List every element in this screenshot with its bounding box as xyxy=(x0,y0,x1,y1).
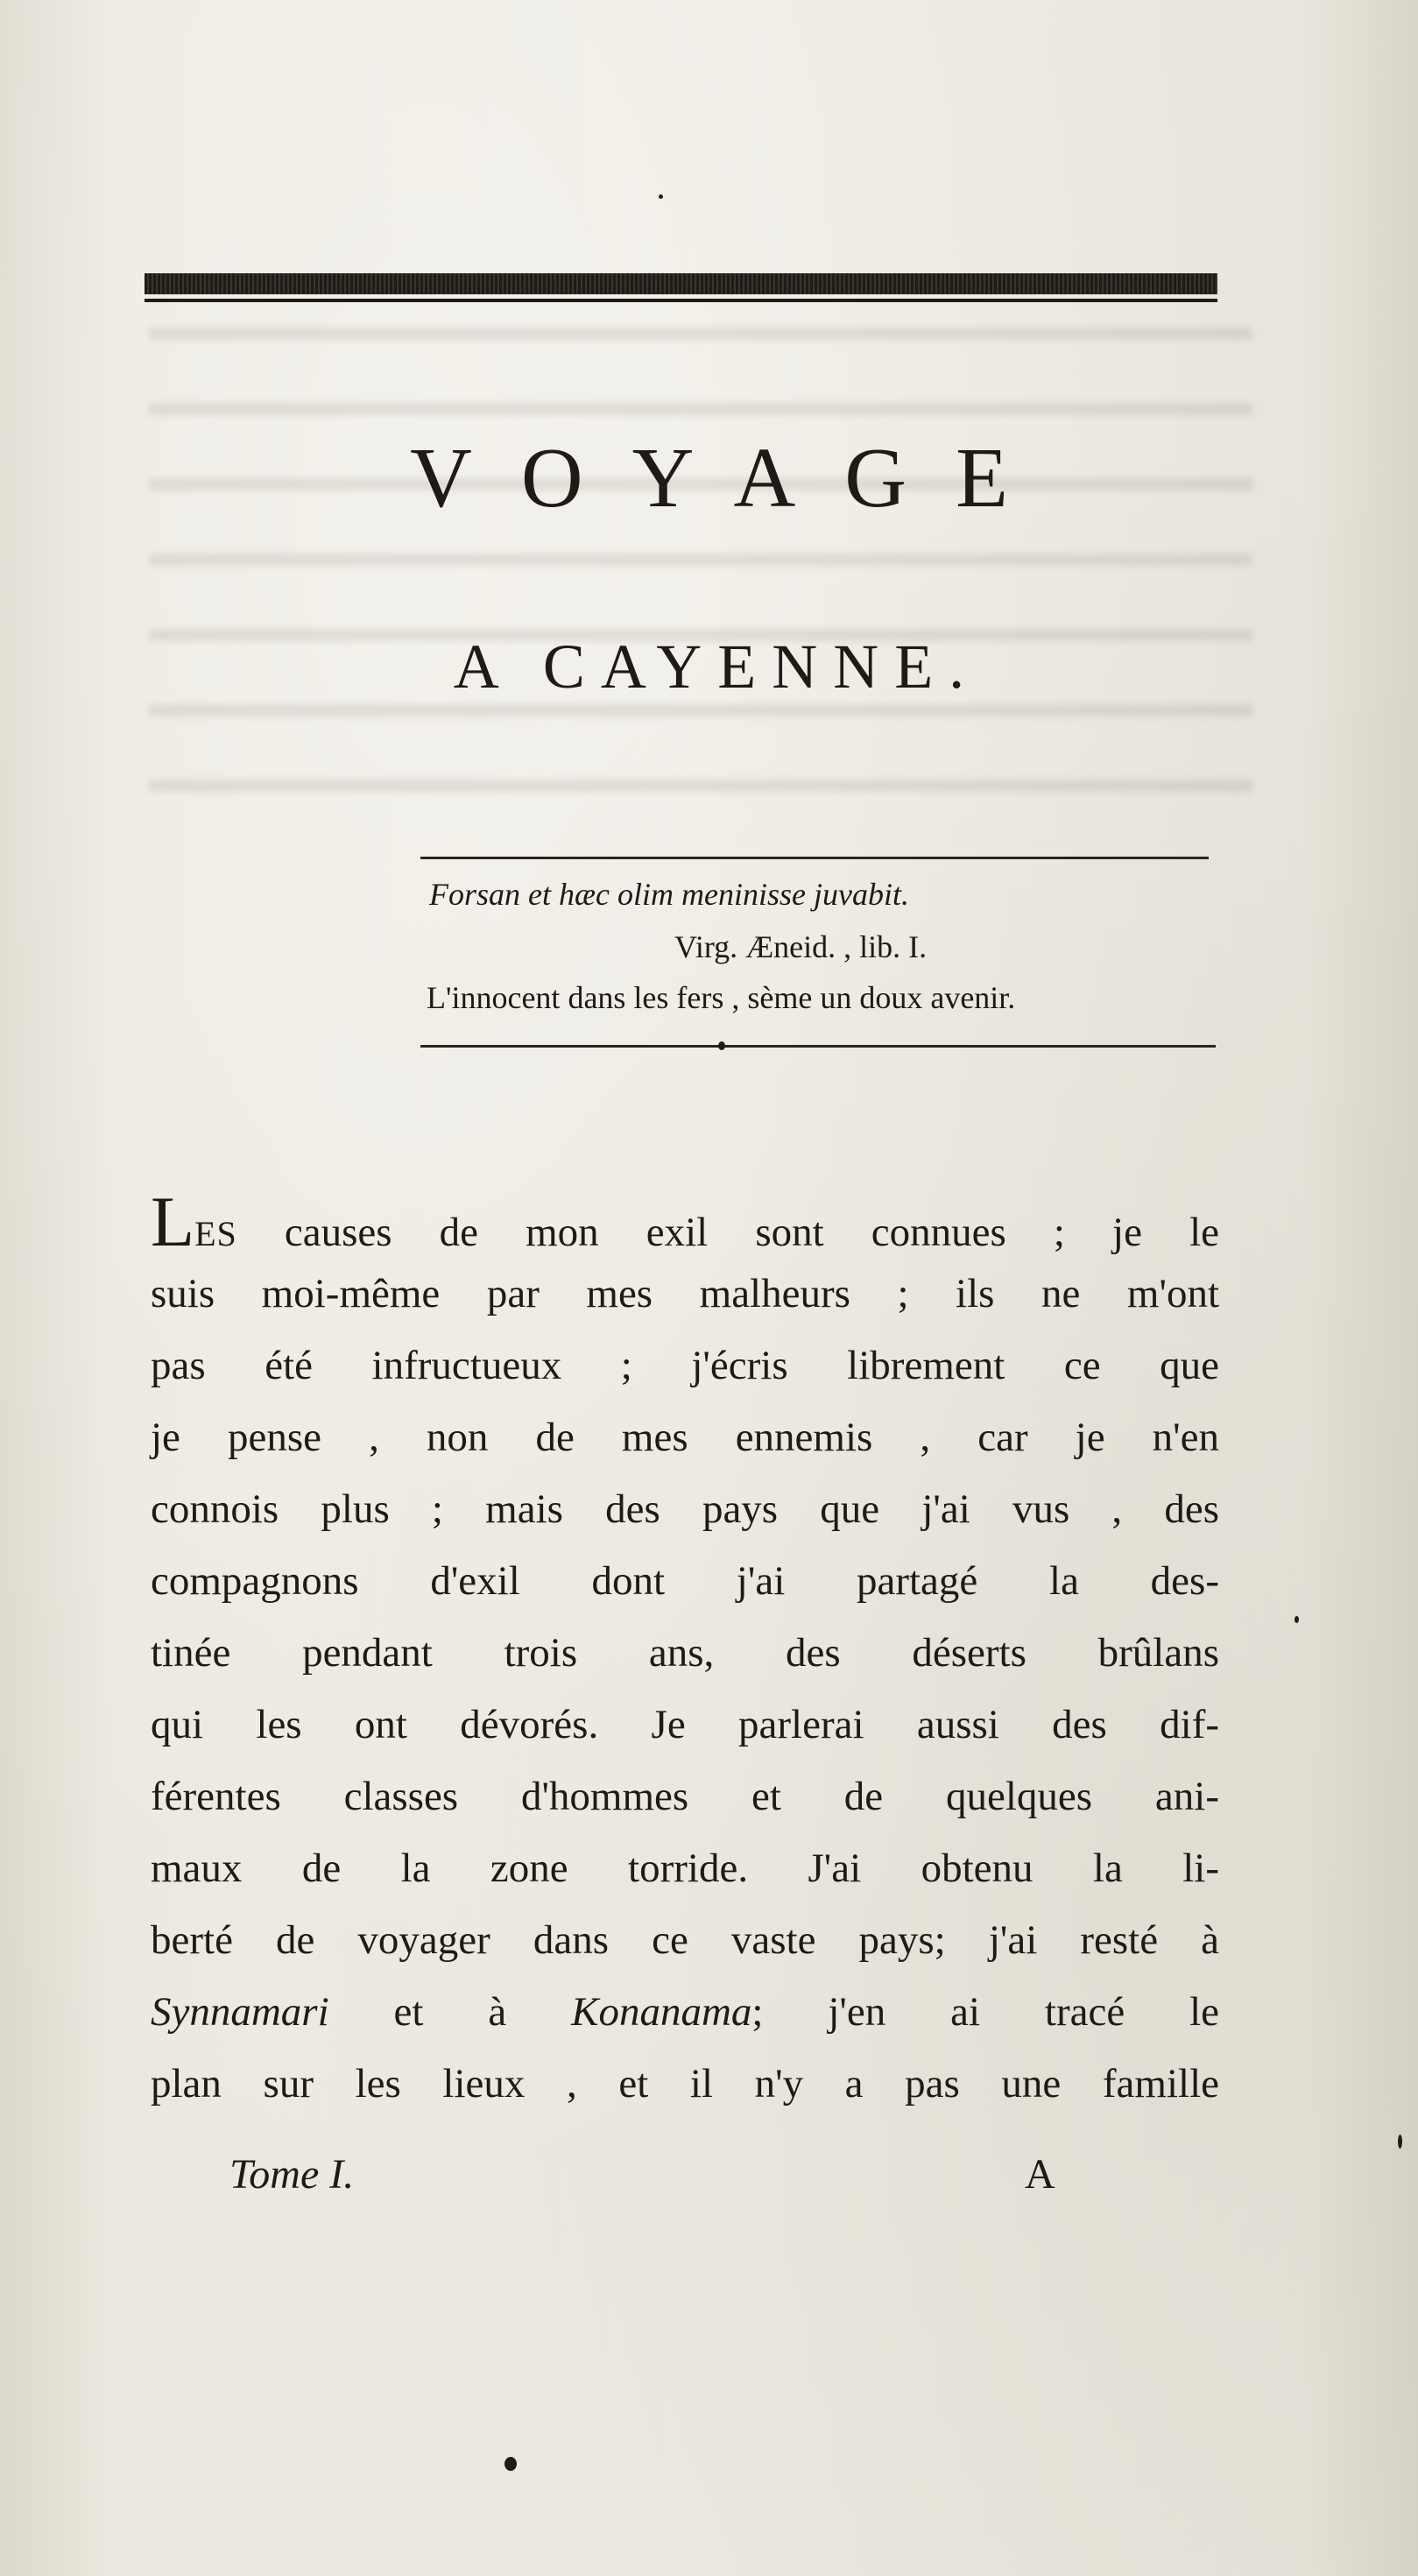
body-line: berté de voyager dans ce vaste pays; j'ai resté à xyxy=(151,1917,1219,1963)
body-line: suis moi-même par mes malheurs ; ils ne m'ont xyxy=(151,1271,1219,1316)
body-line: compagnons d'exil dont j'ai partagé la des- xyxy=(151,1558,1219,1604)
body-line-text: causes de mon exil sont connues ; je le xyxy=(236,1210,1219,1255)
epigraph-quote: Forsan et hæc olim meninisse juvabit. xyxy=(429,877,909,912)
epigraph-rule-top xyxy=(420,857,1209,859)
signature-mark: A xyxy=(1025,2151,1055,2198)
body-line xyxy=(151,1182,1219,1261)
epigraph-motto: L'innocent dans les fers , sème un doux avenir. xyxy=(427,980,1016,1015)
body-line-text: et à xyxy=(328,1989,572,2035)
bleed-through-shadow xyxy=(149,289,1252,815)
body-line-text: ; j'en ai tracé le xyxy=(751,1989,1220,2035)
body-line: je pense , non de mes ennemis , car je n'en xyxy=(151,1415,1219,1460)
header-rule-thin xyxy=(145,299,1217,302)
page-subtitle: A CAYENNE. xyxy=(453,632,981,702)
epigraph-rule-bottom xyxy=(420,1045,1216,1048)
drop-cap: L xyxy=(151,1182,195,1261)
volume-label: Tome I. xyxy=(229,2151,355,2198)
ink-speck xyxy=(1398,2135,1402,2149)
body-line: connois plus ; mais des pays que j'ai vus , des xyxy=(151,1486,1219,1532)
epigraph-source: Virg. Æneid. , lib. I. xyxy=(674,929,928,964)
page-title: VOYAGE xyxy=(410,431,1057,526)
body-line: pas été infructueux ; j'écris librement ce que xyxy=(151,1343,1219,1388)
body-line: maux de la zone torride. J'ai obtenu la li- xyxy=(151,1846,1219,1891)
place-name: Konanama xyxy=(571,1989,752,2035)
header-rule-thick xyxy=(145,273,1217,294)
body-line xyxy=(151,1987,1219,2037)
header-rule xyxy=(145,273,1217,302)
body-line: qui les ont dévorés. Je parlerai aussi des dif- xyxy=(151,1702,1219,1747)
body-line: plan sur les lieux , et il n'y a pas une famille xyxy=(151,2061,1219,2107)
place-name: Synnamari xyxy=(151,1989,329,2035)
ink-speck xyxy=(504,2457,517,2471)
rule-ornament-dot xyxy=(718,1041,725,1050)
ink-speck xyxy=(659,194,663,199)
small-caps: ES xyxy=(194,1214,237,1253)
body-line: tinée pendant trois ans, des déserts brûlans xyxy=(151,1630,1219,1676)
ink-speck xyxy=(1295,1616,1299,1623)
body-line: férentes classes d'hommes et de quelques ani- xyxy=(151,1774,1219,1819)
